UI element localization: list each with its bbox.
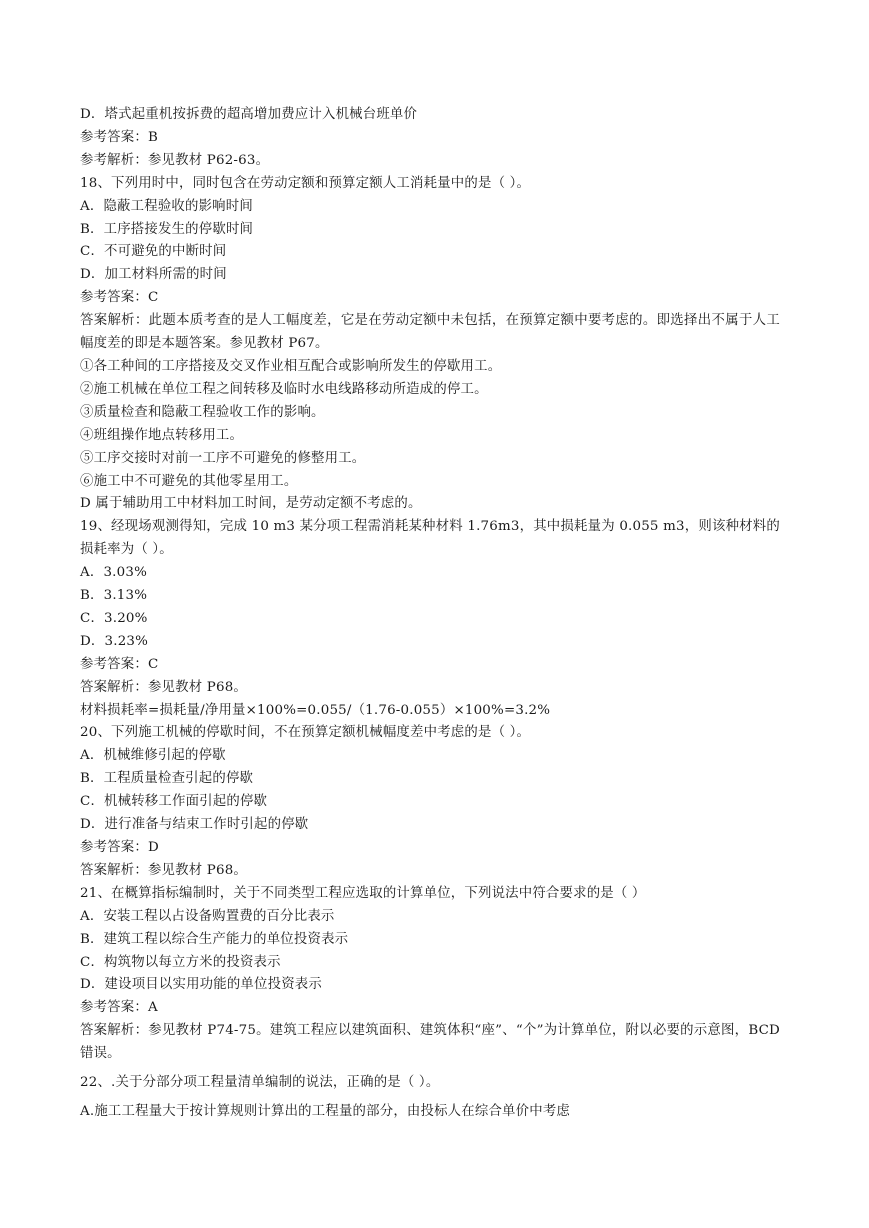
option-c: C．机械转移工作面引起的停歇 <box>80 794 268 810</box>
formula-line: 材料损耗率=损耗量/净用量×100%=0.055/（1.76-0.055）×100%=3.2% <box>80 702 551 718</box>
answer-explanation: 答案解析：此题本质考查的是人工幅度差，它是在劳动定额中未包括，在预算定额中要考虑的。即选择出不属于人工幅度差的即是本题答案。参见教材 P67。 <box>80 313 780 352</box>
text-line: 参考解析：参见教材 P62-63。 <box>80 152 270 168</box>
list-item: ⑤工序交接时对前一工序不可避免的修整用工。 <box>80 450 366 466</box>
option-a: A.施工工程量大于按计算规则计算出的工程量的部分，由投标人在综合单价中考虑 <box>80 1103 570 1119</box>
option-b: B．工序搭接发生的停歇时间 <box>80 221 254 237</box>
list-item: ①各工种间的工序搭接及交叉作业相互配合或影响所发生的停歇用工。 <box>80 358 502 374</box>
question-19: 19、经现场观测得知，完成 10 m3 某分项工程需消耗某种材料 1.76m3，其中损耗量为 0.055 m3，则该种材料的损耗率为（ ）。 <box>80 519 780 558</box>
option-d: D．加工材料所需的时间 <box>80 267 227 283</box>
option-a: A．机械维修引起的停歇 <box>80 748 226 764</box>
text-line: D．塔式起重机按拆费的超高增加费应计入机械台班单价 <box>80 107 418 122</box>
option-d: D．建设项目以实用功能的单位投资表示 <box>80 977 322 993</box>
answer-explanation: 答案解析：参见教材 P74-75。建筑工程应以建筑面积、建筑体积“座”、“个”为计算单位，附以必要的示意图，BCD 错误。 <box>80 1023 780 1062</box>
text-line: 参考答案：B <box>80 129 158 145</box>
option-b: B．工程质量检查引起的停歇 <box>80 771 254 787</box>
option-a: A．隐蔽工程验收的影响时间 <box>80 198 253 214</box>
reference-answer: 参考答案：C <box>80 290 159 306</box>
option-b: B．建筑工程以综合生产能力的单位投资表示 <box>80 931 349 947</box>
document-body <box>80 104 780 1124</box>
question-21: 21、在概算指标编制时，关于不同类型工程应选取的计算单位，下列说法中符合要求的是（ ） <box>80 885 646 901</box>
list-item: ③质量检查和隐蔽工程验收工作的影响。 <box>80 404 325 420</box>
option-c: C．构筑物以每立方米的投资表示 <box>80 954 281 970</box>
option-c: C．不可避免的中断时间 <box>80 244 227 260</box>
text-line: D 属于辅助用工中材料加工时间，是劳动定额不考虑的。 <box>80 496 422 512</box>
answer-explanation: 答案解析：参见教材 P68。 <box>80 862 248 878</box>
option-a: A．3.03% <box>80 565 147 581</box>
answer-explanation: 答案解析：参见教材 P68。 <box>80 679 248 695</box>
reference-answer: 参考答案：D <box>80 840 159 855</box>
reference-answer: 参考答案：C <box>80 656 159 672</box>
option-a: A．安装工程以占设备购置费的百分比表示 <box>80 908 335 924</box>
option-d: D．进行准备与结束工作时引起的停歇 <box>80 817 309 833</box>
option-c: C．3.20% <box>80 610 148 626</box>
option-d: D．3.23% <box>80 633 149 649</box>
option-b: B．3.13% <box>80 588 148 604</box>
question-22: 22、.关于分部分项工程量清单编制的说法，正确的是（ ）。 <box>80 1075 440 1091</box>
question-18: 18、下列用时中，同时包含在劳动定额和预算定额人工消耗量中的是（ ）。 <box>80 175 531 191</box>
list-item: ②施工机械在单位工程之间转移及临时水电线路移动所造成的停工。 <box>80 381 488 397</box>
question-20: 20、下列施工机械的停歇时间，不在预算定额机械幅度差中考虑的是（ ）。 <box>80 725 531 741</box>
list-item: ⑥施工中不可避免的其他零星用工。 <box>80 473 298 489</box>
list-item: ④班组操作地点转移用工。 <box>80 427 244 443</box>
reference-answer: 参考答案：A <box>80 1000 158 1016</box>
